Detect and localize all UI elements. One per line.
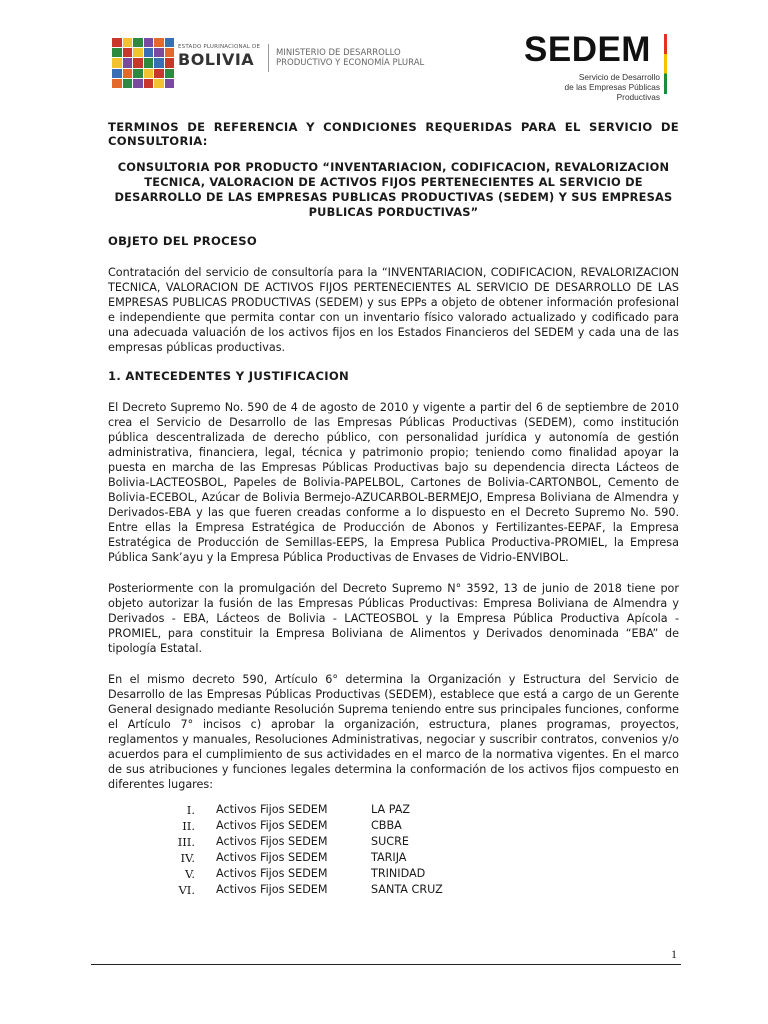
list-item [145,866,679,882]
list-item-city: SUCRE [371,835,409,848]
assets-list [145,802,679,898]
objeto-heading: OBJETO DEL PROCESO [108,234,258,248]
page-number: 1 [671,947,677,961]
list-item-label: Activos Fijos SEDEM [216,867,328,880]
sedem-color-bar [664,34,667,94]
list-item-city: SANTA CRUZ [371,883,443,896]
list-item-label: Activos Fijos SEDEM [216,835,328,848]
document-body [108,120,679,898]
sedem-subtitle-line-3: Productivas [616,92,660,102]
paragraph-3: En el mismo decreto 590, Artículo 6° determina la Organización y Estructura del Servicio de Desarrollo de las Empresas Públicas Productivas (SEDEM), establece que está a cargo de un Gerente General designado mediante Resolución Suprema teniendo entre sus principales funciones, conforme el Artículo 7° incisos c) aprobar la organización, estructura, planes programas, proyectos, reglamentos y manuales, Resoluciones Administrativas, negociar y suscribir contratos, convenios y/o acuerdos para el cumplimiento de sus actividades en el marco de la normativa vigentes. En el marco de sus atribuciones y funciones legales determina la conformación de los activos fijos compuesto en diferentes lugares: [108,673,679,791]
list-item-label: Activos Fijos SEDEM [216,803,328,816]
list-item-number: I. [186,803,195,817]
list-item-number: V. [185,867,195,881]
state-name: BOLIVIA [178,50,255,69]
objeto-paragraph: Contratación del servicio de consultoría para la “INVENTARIACION, CODIFICACION, REVALORIZACION TECNICA, VALORACION DE ACTIVOS FIJOS PERTENECIENTES AL SERVICIO DE DESARROLLO DE LAS EMPRESAS PUBLICAS PRODUCTIVAS (SEDEM) y sus EPPs a objeto de obtener información profesional e independiente que permita contar con un inventario físico valorado actualizado y codificado para una adecuada valuación de los activos fijos en los Estados Financieros del SEDEM y cada una de las empresas públicas productivas. [108,266,679,354]
list-item [145,882,679,898]
header-divider [268,44,269,72]
list-item-city: TRINIDAD [371,867,426,880]
consultancy-title: CONSULTORIA POR PRODUCTO “INVENTARIACION, CODIFICACION, REVALORIZACION TECNICA, VALORACION DE ACTIVOS FIJOS PERTENECIENTES AL SERVICIO DE DESARROLLO DE LAS EMPRESAS PUBLICAS PRODUCTIVAS (SEDEM) Y SUS EMPRESAS PUBLICAS PORDUCTIVAS” [114,160,673,219]
ministry-line-1: MINISTERIO DE DESARROLLO [276,48,401,58]
paragraph-1: El Decreto Supremo No. 590 de 4 de agosto de 2010 y vigente a partir del 6 de septiembre de 2010 crea el Servicio de Desarrollo de las Empresas Públicas Productivas (SEDEM), como institución pública descentralizada de derecho público, con personalidad jurídica y autonomía de gestión administrativa, financiera, legal, técnica y patrimonio propio; teniendo como finalidad apoyar la puesta en marcha de las Empresas Públicas Productivas bajo su dependencia directa Lácteos de Bolivia-LACTEOSBOL, Papeles de Bolivia-PAPELBOL, Cartones de Bolivia-CARTONBOL, Cemento de Bolivia-ECEBOL, Azúcar de Bolivia Bermejo-AZUCARBOL-BERMEJO, Empresa Boliviana de Almendra y Derivados-EBA y las que fueren creadas conforme a lo dispuesto en el Decreto Supremo No. 590. Entre ellas la Empresa Estratégica de Producción de Abonos y Fertilizantes-EEPAF, la Empresa Estratégica de Producción de Semillas-EEPS, la Empresa Publica Productiva-PROMIEL, la Empresa Pública Sank’ayu y la Empresa Pública Productivas de Envases de Vidrio-ENVIBOL. [108,401,679,564]
list-item-label: Activos Fijos SEDEM [216,819,328,832]
paragraph-2: Posteriormente con la promulgación del Decreto Supremo N° 3592, 13 de junio de 2018 tiene por objeto autorizar la fusión de las Empresas Públicas Productivas: Empresa Boliviana de Almendra y Derivados - EBA, Lácteos de Bolivia - LACTEOSBOL y la Empresa Pública Productiva Apícola - PROMIEL, para constituir la Empresa Boliviana de Alimentos y Derivados denominada “EBA” de tipología Estatal. [108,582,679,655]
list-item [145,834,679,850]
list-item-number: IV. [180,851,195,865]
list-item-number: III. [177,835,195,849]
list-item-city: CBBA [371,819,402,832]
sedem-subtitle-line-1: Servicio de Desarrollo [578,72,660,82]
terms-title: TERMINOS DE REFERENCIA Y CONDICIONES REQUERIDAS PARA EL SERVICIO DE CONSULTORIA: [108,120,679,148]
list-item [145,850,679,866]
sedem-logo: SEDEM [524,30,651,69]
footer-rule [91,964,681,965]
section-1-heading: 1. ANTECEDENTES Y JUSTIFICACION [108,369,350,383]
list-item [145,802,679,818]
sedem-subtitle-line-2: de las Empresas Públicas [564,82,660,92]
list-item-label: Activos Fijos SEDEM [216,851,328,864]
list-item-city: LA PAZ [371,803,411,816]
list-item [145,818,679,834]
page-header [0,0,768,110]
sedem-subtitle [560,72,660,102]
list-item-city: TARIJA [371,851,407,864]
ministry-line-2: PRODUCTIVO Y ECONOMÍA PLURAL [276,58,425,68]
ministry-name [276,48,424,68]
list-item-number: VI. [178,883,195,897]
bolivia-coat-of-arms-logo [112,38,174,88]
list-item-label: Activos Fijos SEDEM [216,883,328,896]
list-item-number: II. [182,819,195,833]
state-small-label: ESTADO PLURINACIONAL DE [178,44,261,50]
